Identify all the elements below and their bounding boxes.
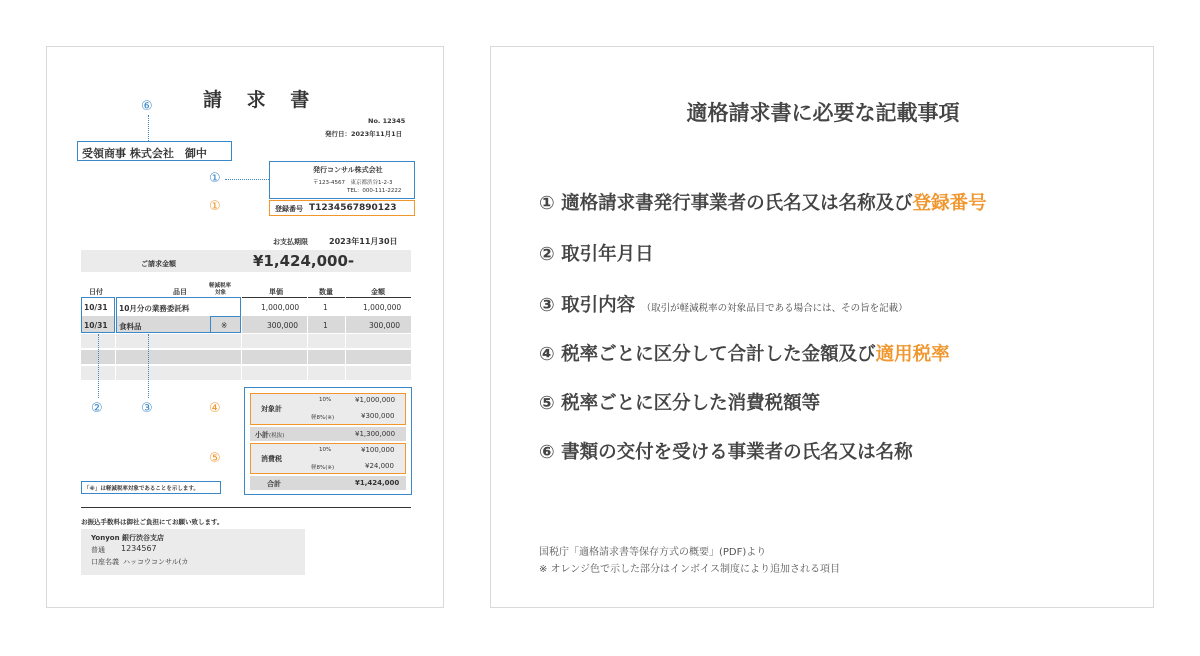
- requirement-num: ①: [539, 193, 555, 214]
- marker-1-leader: [225, 179, 269, 180]
- row2-qty: 1: [323, 321, 328, 330]
- issuer-tel: TEL：000-111-2222: [347, 188, 402, 194]
- tax8-rate: 軽8%(※): [311, 465, 335, 471]
- subtotal-note: (税抜): [269, 433, 285, 439]
- reduced-box: [210, 316, 241, 333]
- marker-1-issuer: ①: [209, 171, 221, 186]
- bank-holder-label: 口座名義: [91, 558, 119, 566]
- fee-note: お振込手数料は御社ご負担にてお願い致します。: [81, 518, 224, 526]
- taxable-rate8: 軽8%(※): [311, 415, 335, 421]
- requirement-text: 税率ごとに区分して合計した金額及び: [561, 344, 876, 365]
- row1-unit-price: 1,000,000: [261, 303, 300, 312]
- bank-name: Yonyon 銀行渋谷支店: [91, 534, 165, 542]
- requirement-note: （取引が軽減税率の対象品目である場合には、その旨を記載）: [641, 303, 908, 314]
- table-col-divider: [345, 297, 346, 381]
- requirement-item-1: [539, 189, 987, 215]
- table-row-band-3: [81, 334, 411, 348]
- amount-label: ご請求金額: [141, 260, 176, 268]
- amount-value: ¥1,424,000-: [253, 252, 355, 270]
- registration-label: 登録番号: [275, 205, 303, 213]
- subtotal-label: 小計: [255, 431, 269, 439]
- table-col-divider: [307, 297, 308, 381]
- due-label: お支払期限: [273, 238, 308, 246]
- requirement-text: 取引内容: [561, 295, 636, 316]
- requirement-item-6: [539, 438, 913, 464]
- col-unit-price: 単価: [269, 288, 283, 296]
- reduced-note: 「※」は軽減税率対象であることを示します。: [84, 486, 199, 492]
- table-row-band-5: [81, 366, 411, 380]
- marker-2-leader: [98, 334, 99, 398]
- invoice-number: No. 12345: [368, 117, 406, 125]
- marker-2: ②: [91, 401, 103, 416]
- table-row-band-4: [81, 350, 411, 364]
- requirement-num: ⑤: [539, 393, 555, 414]
- requirement-item-5: [539, 389, 820, 415]
- requirement-item-2: [539, 240, 654, 266]
- requirement-num: ③: [539, 295, 555, 316]
- tax-label: 消費税: [261, 455, 282, 463]
- total-label: 合計: [267, 480, 281, 488]
- marker-6-leader: [148, 115, 149, 141]
- col-date: 日付: [89, 288, 103, 296]
- requirement-num: ②: [539, 244, 555, 265]
- issuer-name: 発行コンサル株式会社: [313, 166, 383, 174]
- row1-date: 10/31: [84, 303, 108, 312]
- recipient-name: 受領商事 株式会社 御中: [82, 147, 207, 160]
- date-box: [81, 297, 115, 333]
- marker-1-registration: ①: [209, 199, 221, 214]
- row2-total: 300,000: [369, 321, 401, 330]
- requirements-panel: [490, 46, 1154, 608]
- taxable-10: ¥1,000,000: [355, 396, 396, 404]
- invoice-title: 請 求 書: [203, 89, 319, 111]
- issuer-address: 〒123-4567 東京都渋谷1-2-3: [313, 180, 393, 186]
- registration-number: T1234567890123: [309, 203, 397, 213]
- bank-account-type: 普通: [91, 546, 105, 554]
- col-reduced-2: 対象: [215, 290, 227, 296]
- tax8-value: ¥24,000: [365, 462, 394, 470]
- requirement-highlight: 税率ごとに区分した消費税額等: [561, 393, 821, 414]
- bank-account-number: 1234567: [121, 544, 157, 553]
- bank-holder: ハッコウコンサル(カ: [123, 558, 189, 566]
- row2-date: 10/31: [84, 321, 108, 330]
- requirement-highlight: 適用税率: [875, 344, 950, 365]
- orange-note: ※ オレンジ色で示した部分はインボイス制度により追加される項目: [539, 564, 840, 575]
- col-qty: 数量: [319, 288, 333, 296]
- col-reduced-1: 軽減税率: [209, 283, 232, 289]
- tax10-value: ¥100,000: [361, 446, 395, 454]
- source-note: 国税庁「適格請求書等保存方式の概要」(PDF)より: [539, 547, 767, 558]
- subtotal-value: ¥1,300,000: [355, 430, 396, 438]
- marker-5: ⑤: [209, 451, 221, 466]
- amount-band: [81, 250, 411, 272]
- marker-6: ⑥: [141, 99, 153, 114]
- requirement-num: ④: [539, 344, 555, 365]
- due-date: 2023年11月30日: [329, 237, 398, 246]
- marker-3: ③: [141, 401, 153, 416]
- requirements-title: 適格請求書に必要な記載事項: [686, 101, 960, 125]
- row1-qty: 1: [323, 303, 328, 312]
- row2-unit-price: 300,000: [267, 321, 299, 330]
- requirement-num: ⑥: [539, 442, 555, 463]
- requirement-item-4: [539, 340, 950, 366]
- taxable-rate10: 10%: [319, 397, 332, 403]
- invoice-sample-panel: [46, 46, 444, 608]
- requirement-highlight: 登録番号: [912, 193, 987, 214]
- row1-item: 10月分の業務委託料: [119, 304, 190, 313]
- col-total: 金額: [371, 288, 385, 296]
- requirement-text: 適格請求書発行事業者の氏名又は名称及び: [561, 193, 913, 214]
- requirement-item-3: [539, 291, 908, 317]
- tax10-rate: 10%: [319, 447, 332, 453]
- requirement-text: 取引年月日: [561, 244, 654, 265]
- row2-reduced-mark: ※: [221, 321, 228, 330]
- marker-3-leader: [148, 334, 149, 398]
- issue-date: 発行日：2023年11月1日: [325, 130, 403, 138]
- row2-item: 食料品: [119, 322, 142, 331]
- total-value: ¥1,424,000: [355, 479, 400, 487]
- taxable-8: ¥300,000: [361, 412, 395, 420]
- table-col-divider: [241, 297, 242, 381]
- taxable-label: 対象計: [261, 405, 282, 413]
- footer-line: [81, 507, 411, 508]
- row1-total: 1,000,000: [363, 303, 402, 312]
- col-item: 品目: [173, 288, 187, 296]
- marker-4: ④: [209, 401, 221, 416]
- requirement-text: 書類の交付を受ける事業者の氏名又は名称: [561, 442, 913, 463]
